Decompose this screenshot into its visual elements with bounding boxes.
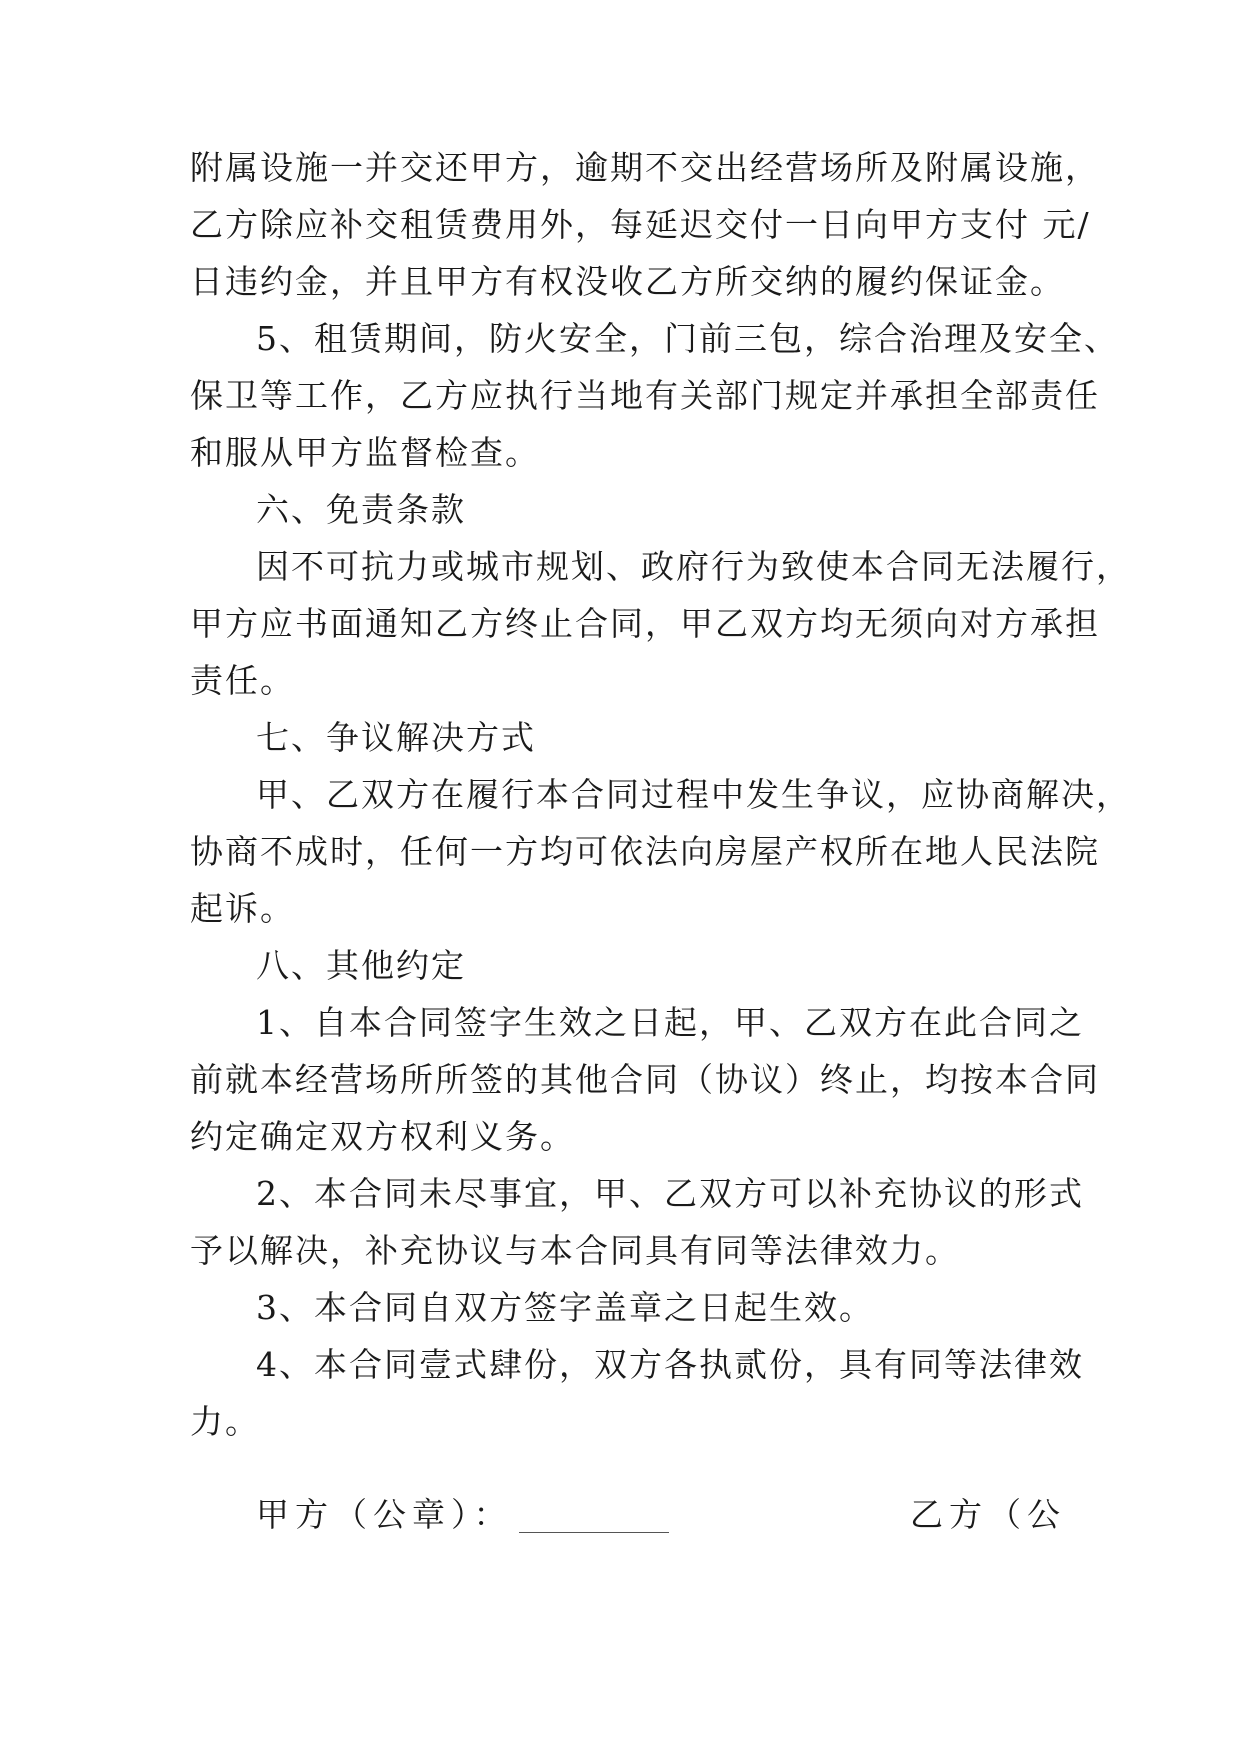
text-line: 附属设施一并交还甲方，逾期不交出经营场所及附属设施，: [190, 148, 1100, 187]
party-a-label: 甲方（公章）：: [256, 1495, 513, 1534]
text-line: 前就本经营场所所签的其他合同（协议）终止，均按本合同: [190, 1060, 1100, 1099]
party-b-signature: [910, 1490, 1066, 1540]
text-line: 5、租赁期间，防火安全，门前三包，综合治理及安全、: [256, 319, 1119, 358]
party-a-signature: [256, 1490, 669, 1540]
text-line: 1、自本合同签字生效之日起，甲、乙双方在此合同之: [256, 1003, 1084, 1042]
party-a-signature-blank: [519, 1502, 669, 1533]
text-line: 协商不成时，任何一方均可依法向房屋产权所在地人民法院: [190, 832, 1100, 871]
section-heading: 八、其他约定: [256, 946, 466, 985]
text-line: 约定确定双方权利义务。: [190, 1117, 575, 1156]
text-line: 保卫等工作，乙方应执行当地有关部门规定并承担全部责任: [190, 376, 1100, 415]
text-line: 2、本合同未尽事宜，甲、乙双方可以补充协议的形式: [256, 1174, 1084, 1213]
text-line: 和服从甲方监督检查。: [190, 433, 540, 472]
text-line: 4、本合同壹式肆份，双方各执贰份，具有同等法律效: [256, 1345, 1084, 1384]
text-line: 予以解决，补充协议与本合同具有同等法律效力。: [190, 1231, 960, 1270]
section-heading: 六、免责条款: [256, 490, 466, 529]
text-line: 起诉。: [190, 889, 295, 928]
party-b-label: 乙方（公: [910, 1495, 1066, 1534]
section-heading: 七、争议解决方式: [256, 718, 536, 757]
text-line: 责任。: [190, 661, 295, 700]
text-line: 乙方除应补交租赁费用外，每延迟交付一日向甲方支付 元/: [190, 205, 1091, 244]
text-line: 力。: [190, 1402, 260, 1441]
text-line: 3、本合同自双方签字盖章之日起生效。: [256, 1288, 874, 1327]
text-line: 甲、乙双方在履行本合同过程中发生争议，应协商解决，: [256, 775, 1131, 814]
text-line: 因不可抗力或城市规划、政府行为致使本合同无法履行，: [256, 547, 1131, 586]
text-line: 日违约金，并且甲方有权没收乙方所交纳的履约保证金。: [190, 262, 1065, 301]
text-line: 甲方应书面通知乙方终止合同，甲乙双方均无须向对方承担: [190, 604, 1100, 643]
